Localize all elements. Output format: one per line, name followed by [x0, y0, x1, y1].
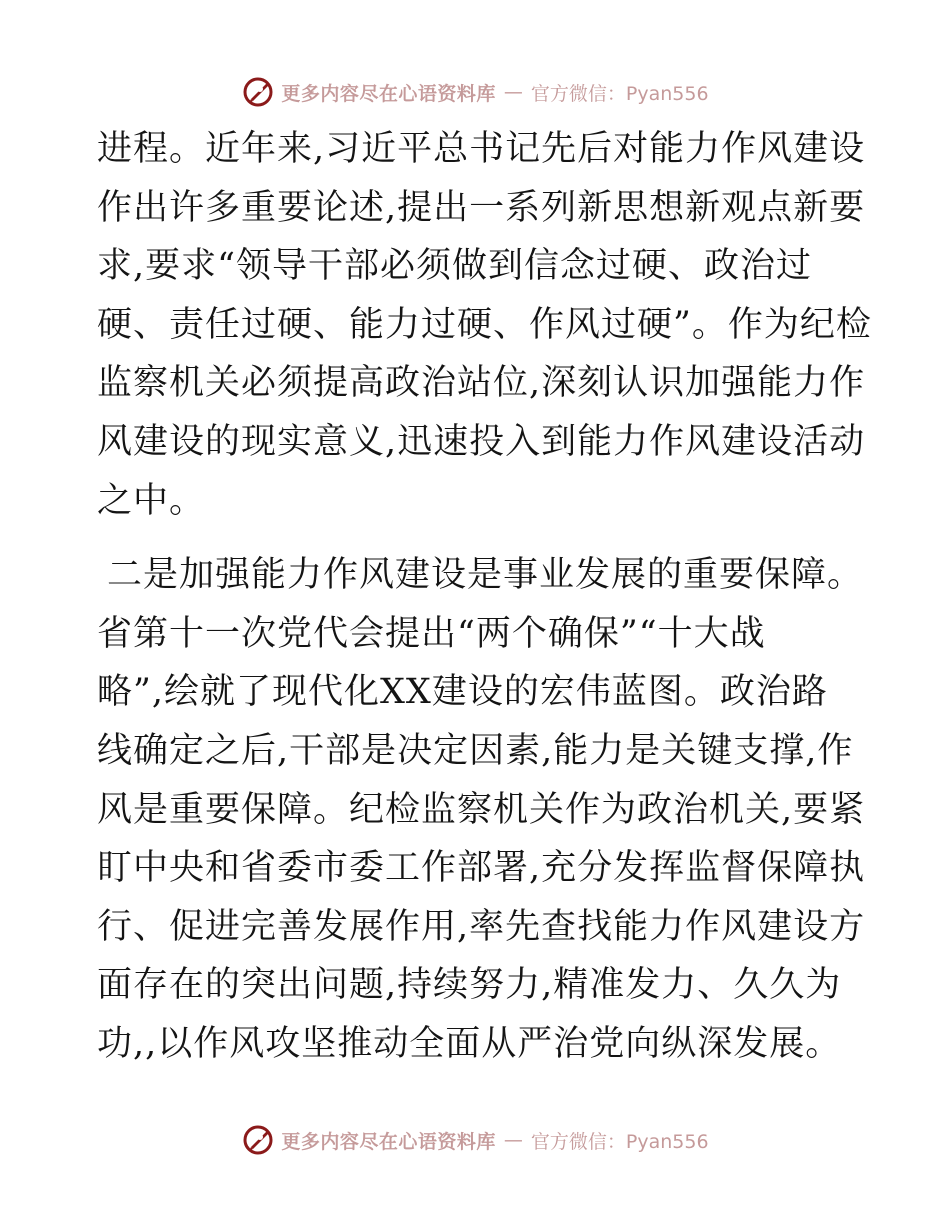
paragraph-line: 盯中央和省委市委工作部署,充分发挥监督保障执 [97, 848, 866, 889]
paragraph-line: 求,要求“领导干部必须做到信念过硬、政治过 [97, 246, 813, 287]
document-body [97, 120, 872, 1074]
header-banner-inner [241, 75, 708, 109]
paragraph-line: 行、促进完善发展作用,率先查找能力作风建设方 [97, 906, 866, 947]
paragraph-line: 略”,绘就了现代化XX建设的宏伟蓝图。政治路 [97, 672, 828, 713]
pen-logo-icon [241, 1123, 275, 1157]
paragraph-line: 作出许多重要论述,提出一系列新思想新观点新要 [97, 187, 866, 228]
footer-dash: — [503, 1129, 523, 1151]
paragraph-1 [97, 120, 872, 530]
footer-brand-text: 更多内容尽在心语资料库 [281, 1130, 496, 1153]
footer-wechat-text: 官方微信：Pyan556 [530, 1130, 709, 1153]
paragraph-line: 硬、责任过硬、能力过硬、作风过硬”。作为纪检 [97, 304, 872, 345]
paragraph-line: 面存在的突出问题,持续努力,精准发力、久久为 [97, 965, 842, 1006]
paragraph-2 [97, 546, 867, 1073]
paragraph-line: 风是重要保障。纪检监察机关作为政治机关,要紧 [97, 789, 866, 830]
paragraph-line: 之中。 [97, 480, 206, 521]
paragraph-line: 省第十一次党代会提出“两个确保”“十大战 [97, 613, 766, 654]
paragraph-line: 二是加强能力作风建设是事业发展的重要保障。 [107, 555, 864, 596]
paragraph-line: 进程。近年来,习近平总书记先后对能力作风建设 [97, 129, 866, 169]
header-brand-text: 更多内容尽在心语资料库 [281, 82, 496, 105]
header-wechat-text: 官方微信：Pyan556 [530, 82, 709, 105]
paragraph-gap [97, 530, 867, 546]
paragraph-line: 线确定之后,干部是决定因素,能力是关键支撑,作 [97, 730, 854, 771]
footer-banner-inner [241, 1123, 708, 1157]
paragraph-line: 风建设的现实意义,迅速投入到能力作风建设活动 [97, 421, 866, 462]
header-dash: — [503, 81, 523, 103]
header-banner [0, 72, 950, 112]
paragraph-line: 监察机关必须提高政治站位,深刻认识加强能力作 [97, 363, 866, 404]
pen-logo-icon [241, 75, 275, 109]
paragraph-line: 功,,以作风攻坚推动全面从严治党向纵深发展。 [97, 1023, 842, 1064]
footer-banner [0, 1120, 950, 1160]
